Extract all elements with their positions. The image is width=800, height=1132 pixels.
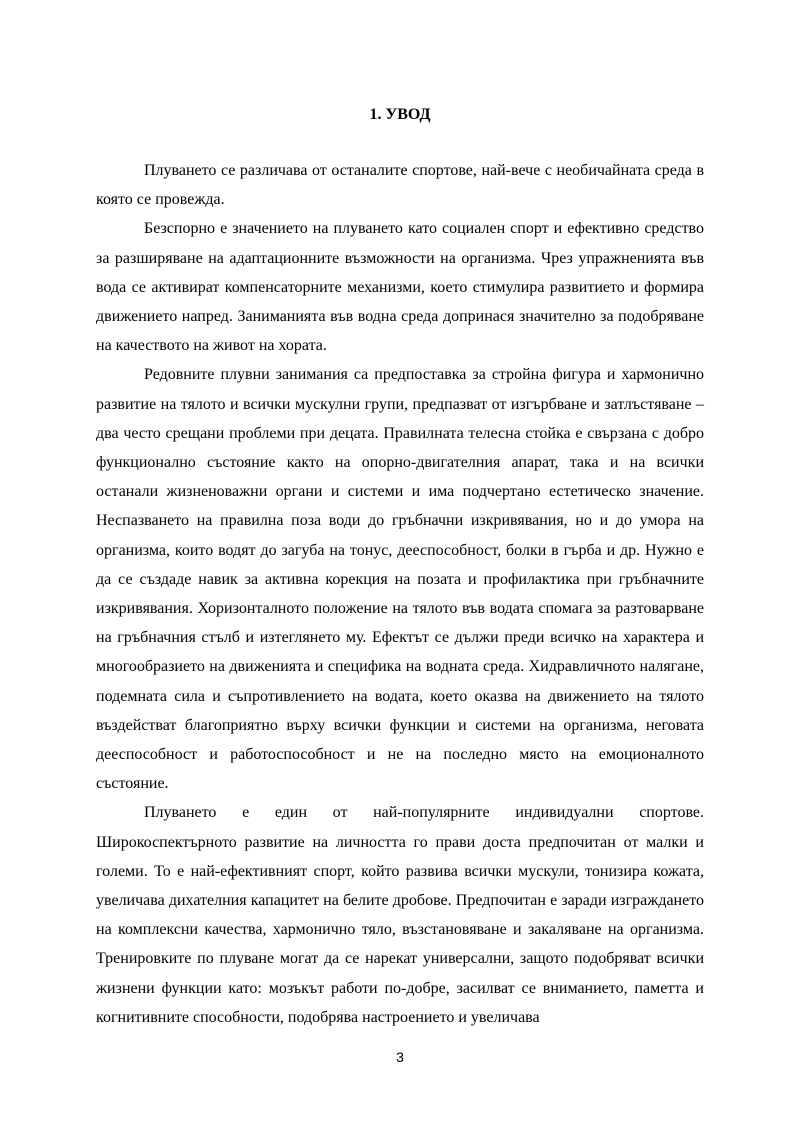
body-text: [96, 156, 704, 1032]
paragraph-3: Редовните плувни занимания са предпоставка за стройна фигура и хармонично развитие на тялото и всички мускулни групи, предпазват от изгърбване и затлъстяване – два често срещани проблеми при децата. Правилната телесна стойка е свързана с добро функционално състояние както на опорно-двигателния апарат, така и на всички останали жизненоважни органи и системи и има подчертано естетическо значение. Неспазването на правилна поза води до гръбначни изкривявания, но и до умора на организма, които водят до загуба на тонус, дееспособност, болки в гърба и др. Нужно е да се създаде навик за активна корекция на позата и профилактика при гръбначните изкривявания. Хоризонталното положение на тялото във водата спомага за разтоварване на гръбначния стълб и изтеглянето му. Ефектът се дължи преди всичко на характера и многообразието на движенията и специфика на водната среда. Хидравличното налягане, подемната сила и съпротивлението на водата, което оказва на движението на тялото въздействат благоприятно върху всички функции и системи на организма, неговата дееспособност и работоспособност и не на последно място на емоционалното състояние.: [96, 366, 704, 793]
paragraph-2: Безспорно е значението на плуването като социален спорт и ефективно средство за разширяване на адаптационните възможности на организма. Чрез упражненията във вода се активират компенсаторните механизми, което стимулира развитието и формира движението напред. Заниманията във водна среда допринася значително за подобряване на качеството на живот на хората.: [96, 220, 704, 355]
paragraph-1: Плуването се различава от останалите спортове, най-вече с необичайната среда в която се провежда.: [96, 162, 704, 209]
section-heading: 1. УВОД: [369, 106, 431, 123]
page-number: 3: [396, 1049, 404, 1065]
paragraph-4: Плуването е един от най-популярните индивидуални спортове. Широкоспектърното развитие на личността го прави доста предпочитан от малки и големи. То е най-ефективният спорт, който развива всички мускули, тонизира кожата, увеличава дихателния капацитет на белите дробове. Предпочитан е заради изграждането на комплексни качества, хармонично тяло, възстановяване и закаляване на организма. Тренировките по плуване могат да се нарекат универсални, защото подобряват всички жизнени функции като: мозъкът работи по-добре, засилват се вниманието, паметта и когнитивните способности, подобрява настроението и увеличава: [96, 804, 704, 1026]
